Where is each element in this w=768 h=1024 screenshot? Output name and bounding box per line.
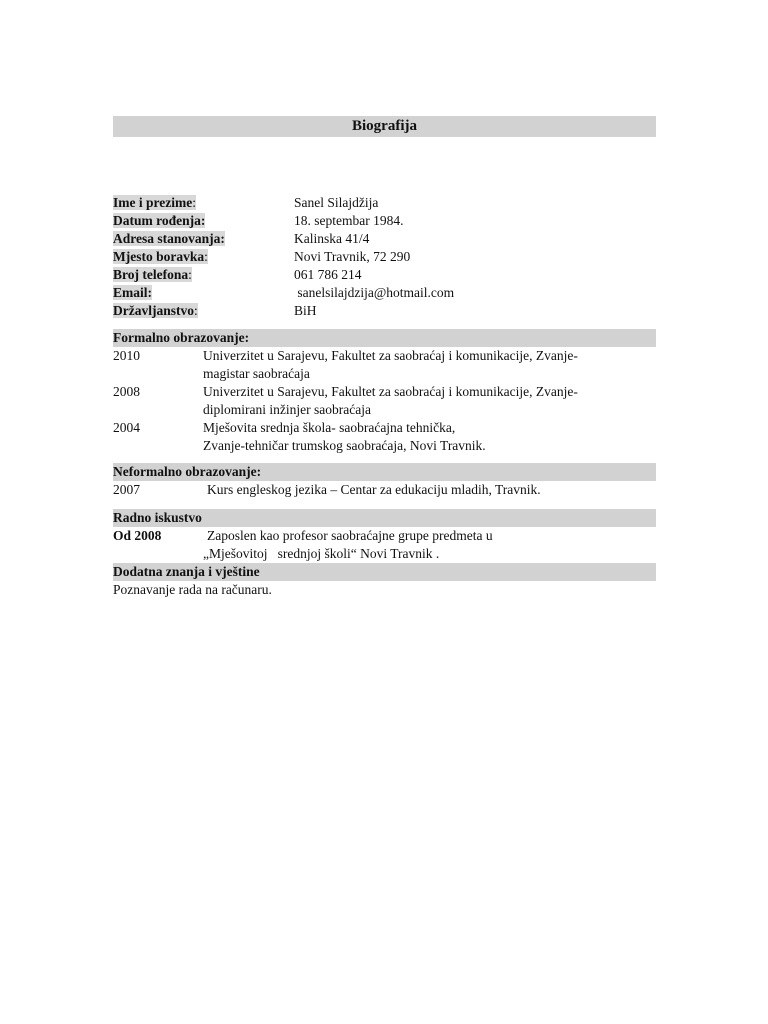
entry-line: Univerzitet u Sarajevu, Fakultet za saobraćaj i komunikacije, Zvanje- (203, 384, 578, 399)
entry-line: Zvanje-tehničar trumskog saobraćaja, Novi Travnik. (203, 438, 486, 453)
entry-year: 2004 (113, 420, 140, 435)
informal-education-entry (113, 481, 656, 499)
informal-education-heading: Neformalno obrazovanje: (113, 463, 656, 481)
formal-education-heading: Formalno obrazovanje: (113, 329, 656, 347)
personal-row-name (113, 194, 656, 212)
entry-year: Od 2008 (113, 528, 162, 543)
personal-label-suffix: : (192, 195, 196, 210)
personal-value: BiH (294, 303, 317, 318)
entry-line: diplomirani inžinjer saobraćaja (203, 402, 371, 417)
personal-label: Mjesto boravka (113, 249, 205, 264)
entry-line: Mješovita srednja škola- saobraćajna tehnička, (203, 420, 456, 435)
personal-label-suffix: : (188, 267, 192, 282)
entry-line: „Mješovitoj srednjoj školi“ Novi Travnik . (203, 546, 440, 561)
document-title: Biografija (113, 116, 656, 137)
personal-row-citizenship (113, 302, 656, 320)
formal-education-entry (113, 419, 656, 455)
work-experience-heading: Radno iskustvo (113, 509, 656, 527)
work-experience-entry (113, 527, 656, 563)
email-value: sanelsilajdzija@hotmail.com (294, 285, 455, 300)
personal-value: Kalinska 41/4 (294, 231, 370, 246)
personal-label-suffix: : (204, 249, 208, 264)
personal-label: Datum rođenja: (113, 213, 206, 228)
entry-line: magistar saobraćaja (203, 366, 310, 381)
entry-year: 2010 (113, 348, 140, 363)
personal-value: Sanel Silajdžija (294, 195, 379, 210)
formal-education-entry (113, 383, 656, 419)
personal-value: Novi Travnik, 72 290 (294, 249, 411, 264)
entry-line: Kurs engleskog jezika – Centar za edukaciju mladih, Travnik. (207, 482, 541, 497)
personal-label: Broj telefona (113, 267, 189, 282)
personal-row-email (113, 284, 656, 302)
entry-year: 2008 (113, 384, 140, 399)
personal-label: Email: (113, 285, 152, 300)
document-page (113, 116, 656, 599)
formal-education-entry (113, 347, 656, 383)
entry-line: Zaposlen kao profesor saobraćajne grupe predmeta u (207, 528, 493, 543)
personal-label-suffix: : (194, 303, 198, 318)
skills-heading: Dodatna znanja i vještine (113, 563, 656, 581)
personal-label: Državljanstvo (113, 303, 194, 318)
entry-line: Univerzitet u Sarajevu, Fakultet za saobraćaj i komunikacije, Zvanje- (203, 348, 578, 363)
skills-text: Poznavanje rada na računaru. (113, 582, 272, 597)
entry-year: 2007 (113, 482, 140, 497)
personal-value: 061 786 214 (294, 267, 362, 282)
personal-label: Ime i prezime (113, 195, 193, 210)
personal-value: 18. septembar 1984. (294, 213, 404, 228)
skills-entry (113, 581, 656, 599)
personal-row-phone (113, 266, 656, 284)
personal-info (113, 194, 656, 320)
personal-label: Adresa stanovanja: (113, 231, 225, 246)
personal-row-address (113, 230, 656, 248)
personal-row-residence (113, 248, 656, 266)
personal-row-birthdate (113, 212, 656, 230)
